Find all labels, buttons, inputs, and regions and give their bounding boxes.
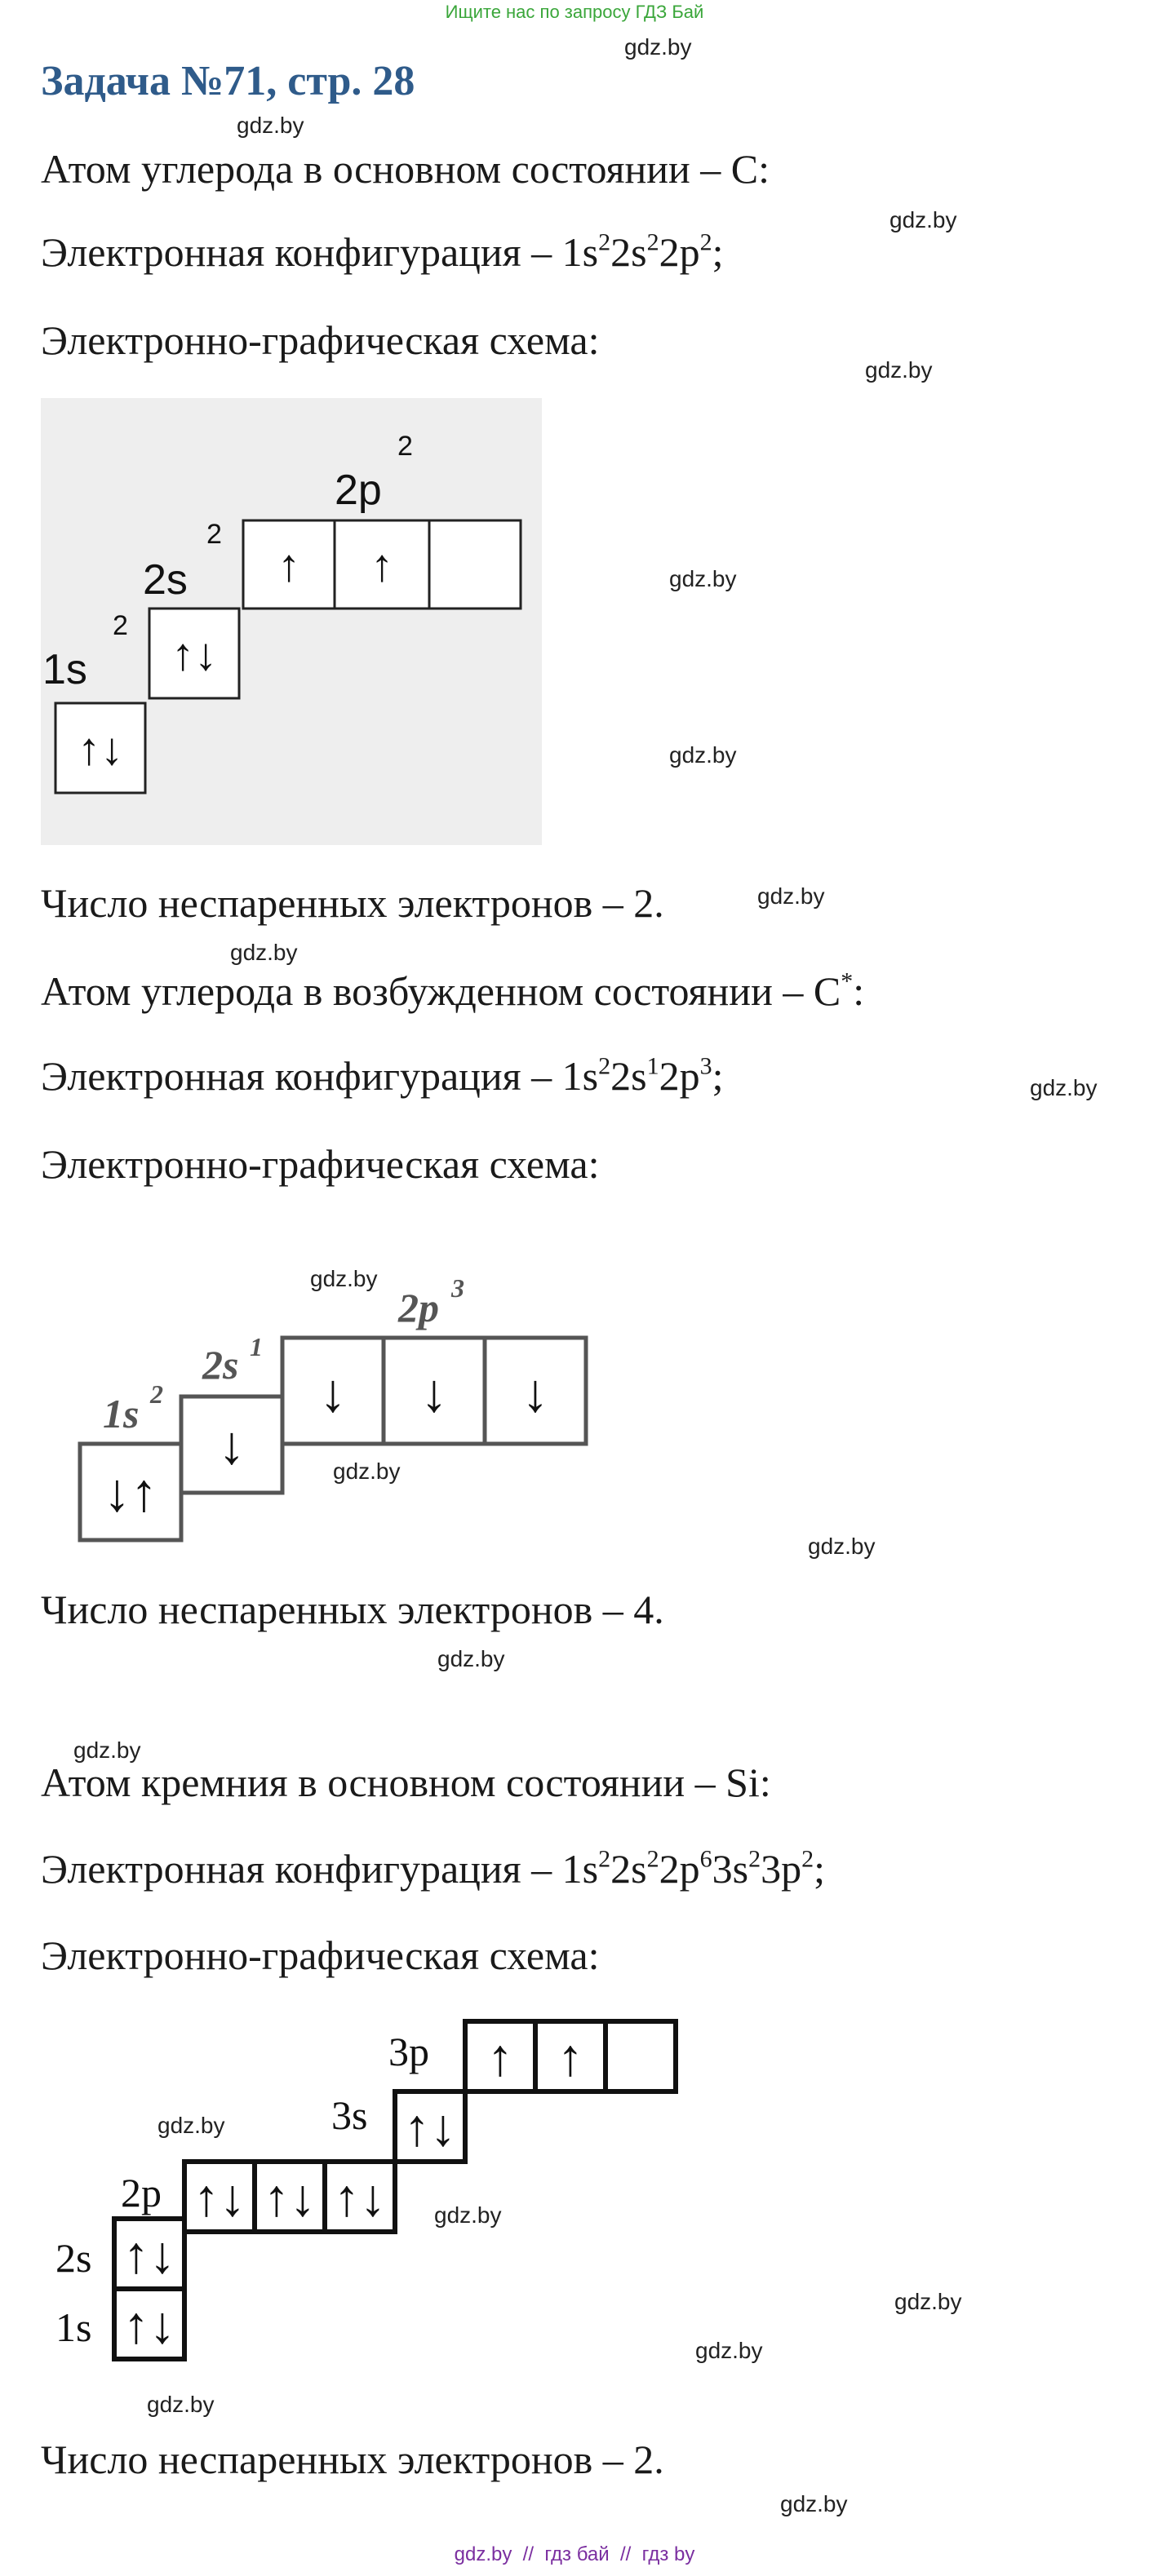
config-prefix: Электронная конфигурация – — [41, 229, 562, 275]
config-count: 6 — [699, 1845, 712, 1873]
level-label-2p: 2p — [398, 1285, 439, 1330]
atom-ground-state-line: Атом углерода в основном состоянии – C: — [41, 146, 770, 192]
config-count: 1 — [646, 1052, 659, 1080]
config-orbital: 3s — [712, 1846, 749, 1892]
electron-arrow-2p: ↓ — [420, 1364, 448, 1423]
electron-arrows-2p: ↑↓ — [264, 2169, 316, 2227]
config-count: 2 — [748, 1845, 761, 1873]
level-label-1s: 1s — [42, 646, 87, 693]
unpaired-electrons-line: Число неспаренных электронов – 4. — [41, 1587, 664, 1632]
watermark: gdz.by — [333, 1458, 401, 1484]
config-orbital: 2s — [610, 1846, 647, 1892]
level-count-2p: 2 — [397, 431, 413, 462]
config-orbital: 3p — [761, 1846, 802, 1892]
level-label-2p: 2p — [121, 2170, 162, 2215]
config-orbital: 2p — [659, 1846, 700, 1892]
promo-banner[interactable]: Ищите нас по запросу ГДЗ Бай — [445, 2, 704, 22]
electron-arrows-2p: ↑↓ — [193, 2169, 246, 2227]
config-orbital: 2p — [659, 229, 700, 275]
level-label-3s: 3s — [331, 2092, 368, 2138]
scheme-label: Электронно-графическая схема: — [41, 1141, 600, 1187]
unpaired-electrons-line: Число неспаренных электронов – 2. — [41, 880, 664, 926]
atom-excited-state-line — [41, 967, 864, 1015]
config-orbital: 2p — [659, 1053, 700, 1099]
config-orbital: 1s — [561, 229, 599, 275]
level-label-1s: 1s — [55, 2304, 92, 2350]
config-count: 2 — [801, 1845, 814, 1873]
config-count: 2 — [699, 228, 712, 256]
watermark: gdz.by — [780, 2491, 848, 2516]
watermark: gdz.by — [310, 1266, 378, 1291]
electron-arrow-3p: ↑ — [557, 2029, 583, 2087]
electron-arrows-1s: ↑↓ — [123, 2296, 175, 2354]
atom-line-end: : — [853, 968, 865, 1014]
excited-mark: * — [841, 967, 854, 995]
watermark: gdz.by — [237, 113, 304, 138]
electron-arrow-3p: ↑ — [487, 2029, 513, 2087]
config-orbital: 2s — [610, 229, 647, 275]
electron-arrow-2p: ↓ — [521, 1364, 549, 1423]
level-count-2p: 3 — [451, 1273, 464, 1303]
watermark: gdz.by — [865, 357, 933, 383]
watermark: gdz.by — [157, 2113, 225, 2138]
footer-links[interactable]: gdz.by // гдз бай // гдз by — [454, 2543, 695, 2565]
orbital-diagram-carbon-ground — [41, 398, 542, 849]
electron-arrows-2p: ↑↓ — [334, 2169, 386, 2227]
level-count-1s: 2 — [150, 1379, 163, 1409]
config-prefix: Электронная конфигурация – — [41, 1053, 562, 1099]
watermark: gdz.by — [230, 940, 298, 965]
config-suffix: ; — [712, 1053, 724, 1099]
watermark: gdz.by — [437, 1646, 505, 1671]
electron-config-line — [41, 228, 724, 276]
level-label-1s: 1s — [103, 1391, 140, 1436]
scheme-label: Электронно-графическая схема: — [41, 1932, 600, 1978]
level-label-3p: 3p — [388, 2029, 429, 2074]
watermark: gdz.by — [434, 2202, 502, 2228]
electron-arrows-3s: ↑↓ — [404, 2099, 456, 2157]
config-count: 3 — [699, 1052, 712, 1080]
unpaired-electrons-line: Число неспаренных электронов – 2. — [41, 2437, 664, 2482]
page-title: Задача №71, стр. 28 — [41, 58, 415, 104]
watermark: gdz.by — [73, 1737, 141, 1763]
orbital-diagram-silicon-ground — [49, 2015, 685, 2394]
electron-arrow-2p: ↑ — [277, 539, 300, 591]
watermark: gdz.by — [757, 883, 825, 909]
electron-arrows-2s: ↓ — [218, 1416, 246, 1476]
watermark: gdz.by — [1030, 1075, 1098, 1100]
electron-arrow-2p: ↑ — [370, 539, 393, 591]
config-prefix: Электронная конфигурация – — [41, 1846, 562, 1892]
config-count: 2 — [646, 1845, 659, 1873]
config-count: 2 — [646, 228, 659, 256]
config-orbital: 1s — [561, 1846, 599, 1892]
config-suffix: ; — [814, 1846, 825, 1892]
watermark: gdz.by — [889, 207, 957, 232]
electron-arrows-1s: ↓↑ — [104, 1463, 157, 1523]
electron-arrows-1s: ↑↓ — [78, 723, 123, 774]
atom-ground-state-line: Атом кремния в основном состоянии – Si: — [41, 1759, 771, 1805]
level-label-2s: 2s — [55, 2235, 92, 2281]
watermark: gdz.by — [669, 742, 737, 768]
electron-config-line — [41, 1845, 825, 1892]
watermark: gdz.by — [624, 34, 692, 60]
watermark: gdz.by — [894, 2289, 962, 2314]
config-count: 2 — [598, 1052, 611, 1080]
level-count-2s: 2 — [206, 519, 222, 550]
electron-arrows-2s: ↑↓ — [123, 2226, 175, 2284]
level-count-1s: 2 — [113, 610, 128, 641]
orbital-cell-2p — [429, 520, 521, 609]
orbital-diagram-carbon-excited — [72, 1256, 594, 1554]
level-label-2s: 2s — [143, 556, 188, 604]
config-suffix: ; — [712, 229, 724, 275]
orbital-cell-3p — [606, 2021, 676, 2091]
watermark: gdz.by — [147, 2392, 215, 2417]
level-label-2p: 2p — [335, 467, 382, 514]
config-count: 2 — [598, 228, 611, 256]
watermark: gdz.by — [808, 1534, 876, 1559]
level-label-2s: 2s — [202, 1342, 239, 1388]
electron-arrow-2p: ↓ — [319, 1364, 347, 1423]
config-count: 2 — [598, 1845, 611, 1873]
watermark: gdz.by — [669, 566, 737, 591]
watermark: gdz.by — [695, 2338, 763, 2363]
level-count-2s: 1 — [250, 1332, 263, 1361]
scheme-label: Электронно-графическая схема: — [41, 317, 600, 363]
config-orbital: 1s — [561, 1053, 599, 1099]
config-orbital: 2s — [610, 1053, 647, 1099]
electron-config-line — [41, 1052, 724, 1100]
atom-line-text: Атом углерода в возбужденном состоянии – C — [41, 968, 841, 1014]
electron-arrows-2s: ↑↓ — [171, 628, 217, 679]
